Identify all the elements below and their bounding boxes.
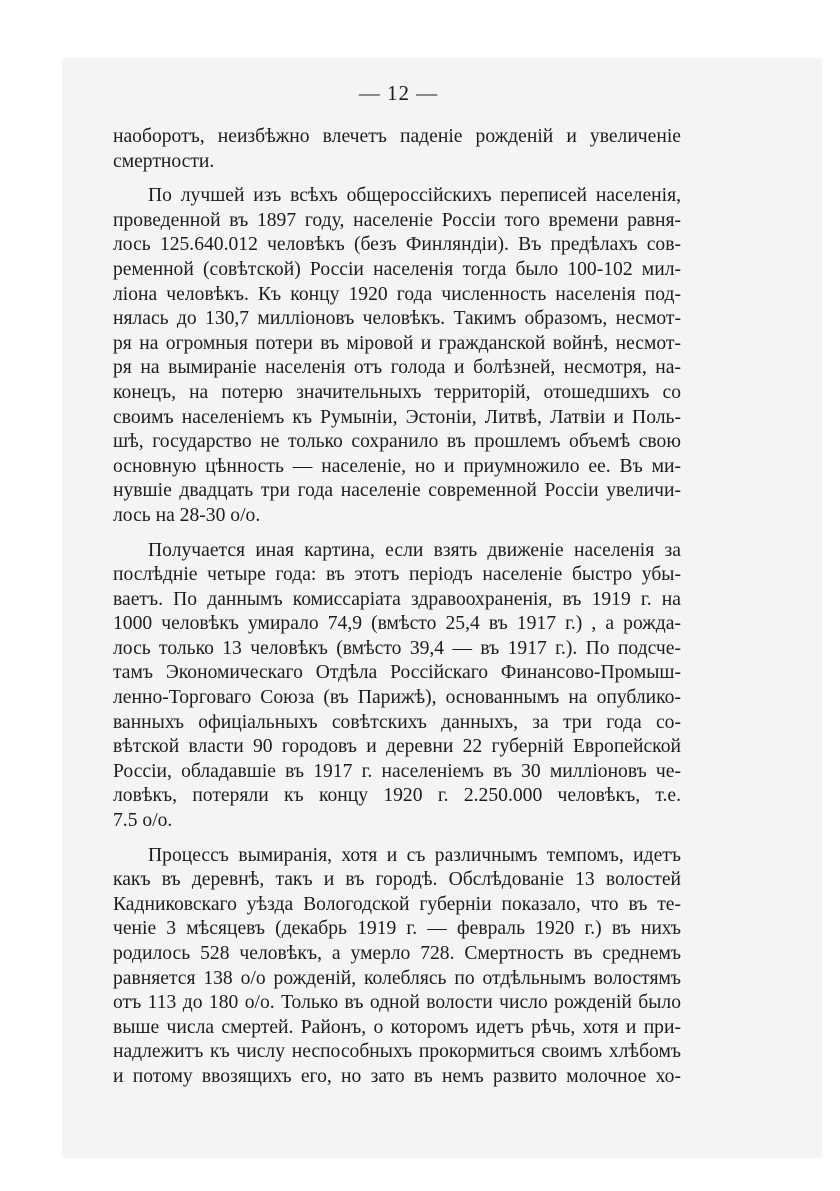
text-line: ременной (совѣтской) Россіи населенія тогда было 100-102 мил-	[113, 258, 681, 280]
text-line: Получается иная картина, если взять движеніе населенія за	[148, 539, 681, 561]
text-line: ченіе 3 мѣсяцевъ (декабрь 1919 г. — февраль 1920 г.) въ нихъ	[113, 918, 681, 940]
text-line: и потому ввозящихъ его, но зато въ немъ развито молочное хо-	[113, 1065, 681, 1087]
text-line: какъ въ деревнѣ, такъ и въ городѣ. Обслѣдованіе 13 волостей	[113, 869, 681, 891]
text-line: ря на вымираніе населенія отъ голода и болѣзней, несмотря, на-	[113, 357, 681, 379]
text-line: выше числа смертей. Районъ, о которомъ идетъ рѣчь, хотя и при-	[113, 1016, 681, 1038]
text-line: послѣдніе четыре года: въ этотъ періодъ населеніе быстро убы-	[113, 564, 681, 586]
text-line: отъ 113 до 180 о/о. Только въ одной волости число рожденій было	[113, 992, 681, 1014]
text-line: нялась до 130,7 милліоновъ человѣкъ. Такимъ образомъ, несмот-	[113, 308, 681, 330]
paragraph-4	[113, 844, 681, 1090]
text-line: нувшіе двадцать три года населеніе современной Россіи увеличи-	[113, 480, 681, 502]
paragraph-2	[113, 184, 681, 528]
text-line: По лучшей изъ всѣхъ общероссійскихъ переписей населенія,	[148, 185, 681, 207]
text-line: вѣтской власти 90 городовъ и деревни 22 губерній Европейской	[113, 736, 681, 758]
text-line: 7.5 о/о.	[113, 810, 173, 832]
text-line: основную цѣнность — населеніе, но и приумножило ее. Въ ми-	[113, 455, 681, 477]
text-line: ваетъ. По даннымъ комиссаріата здравоохраненія, въ 1919 г. на	[113, 588, 681, 610]
text-line: ловѣкъ, потеряли къ концу 1920 г. 2.250.000 человѣкъ, т.е.	[113, 785, 681, 807]
text-line: проведенной въ 1897 году, населеніе Россіи того времени равня-	[113, 209, 681, 231]
text-line: равняется 138 о/о рожденій, колеблясь по отдѣльнымъ волостямъ	[113, 967, 681, 989]
text-line: ленно-Торговаго Союза (въ Парижѣ), основаннымъ на опублико-	[113, 687, 681, 709]
text-line: лось на 28-30 о/о.	[113, 504, 261, 526]
text-line: конецъ, на потерю значительныхъ территорій, отошедшихъ со	[113, 381, 681, 403]
text-line: шѣ, государство не только сохранило въ прошлемъ объемѣ свою	[113, 431, 681, 453]
text-line: смертности.	[113, 150, 215, 172]
text-line: надлежитъ къ числу неспособныхъ прокормиться своимъ хлѣбомъ	[113, 1041, 681, 1063]
text-line: ліона человѣкъ. Къ концу 1920 года численность населенія под-	[113, 283, 681, 305]
paragraph-3	[113, 539, 681, 834]
text-line: Кадниковскаго уѣзда Вологодской губерніи показало, что въ те-	[113, 893, 681, 915]
text-line: Процессъ вымиранія, хотя и съ различнымъ темпомъ, идетъ	[148, 844, 681, 866]
page-text	[113, 125, 681, 1090]
text-line: 1000 человѣкъ умирало 74,9 (вмѣсто 25,4 въ 1917 г.) , а рожда-	[113, 613, 681, 635]
text-line: своимъ населеніемъ къ Румыніи, Эстоніи, Литвѣ, Латвіи и Поль-	[113, 406, 681, 428]
text-line: Россіи, обладавшіе въ 1917 г. населеніемъ въ 30 милліоновъ че-	[113, 760, 681, 782]
paragraph-1	[113, 125, 681, 174]
page-number: — 12 —	[358, 81, 439, 105]
text-line: ванныхъ офиціальныхъ совѣтскихъ данныхъ, за три года со-	[113, 711, 681, 733]
text-line: лось 125.640.012 человѣкъ (безъ Финляндіи). Въ предѣлахъ сов-	[113, 234, 681, 256]
text-line: лось только 13 человѣкъ (вмѣсто 39,4 — въ 1917 г.). По подсче-	[113, 637, 681, 659]
text-line: тамъ Экономическаго Отдѣла Россійскаго Финансово-Промыш-	[113, 662, 681, 684]
text-line: наоборотъ, неизбѣжно влечетъ паденіе рожденій и увеличеніе	[113, 126, 681, 147]
text-line: ря на огромныя потери въ міровой и гражданской войнѣ, несмот-	[113, 332, 681, 354]
text-line: родилось 528 человѣкъ, а умерло 728. Смертность въ среднемъ	[113, 943, 681, 964]
